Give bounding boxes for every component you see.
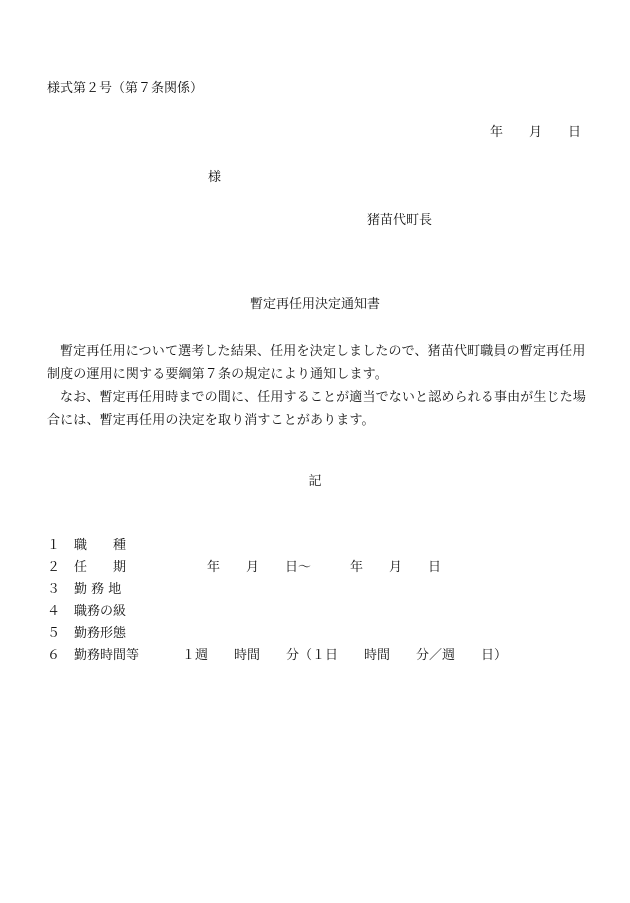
body-paragraph-2: なお、暫定再任用時までの間に、任用することが適当でないと認められる事由が生じた場合には、暫定再任用の決定を取り消すことがあります。 <box>47 390 587 428</box>
sender-name: 猪苗代町長 <box>367 213 433 228</box>
date-year: 年 <box>490 125 504 140</box>
date-month: 月 <box>529 125 543 140</box>
item-label: 職務の級 <box>74 604 127 619</box>
ki-heading: 記 <box>308 474 322 489</box>
body-paragraph-1: 暫定再任用について選考した結果、任用を決定しましたので、猪苗代町職員の暫定再任用制度の運用に関する要綱第７条の規定により通知します。 <box>47 344 586 382</box>
item-number: ４ <box>47 604 61 619</box>
item-label: 勤務時間等 <box>74 648 140 663</box>
item-value: １週 時間 分（１日 時間 分／週 日） <box>182 648 508 663</box>
addressee-suffix: 様 <box>208 170 222 185</box>
item-number: １ <box>47 538 61 553</box>
item-label: 職 種 <box>74 538 127 553</box>
item-label: 任 期 <box>74 560 127 575</box>
item-number: ２ <box>47 560 61 575</box>
item-label: 勤務形態 <box>74 626 127 641</box>
item-value: 年 月 日～ 年 月 日 <box>207 560 442 575</box>
document-title: 暫定再任用決定通知書 <box>249 297 380 312</box>
date-day: 日 <box>568 125 582 140</box>
date-line <box>490 125 581 141</box>
item-number: ５ <box>47 626 61 641</box>
body-text <box>47 340 587 432</box>
item-number: ３ <box>47 582 61 597</box>
form-number: 様式第２号（第７条関係） <box>47 81 204 96</box>
item-label: 勤 務 地 <box>74 582 122 597</box>
item-number: ６ <box>47 648 61 663</box>
